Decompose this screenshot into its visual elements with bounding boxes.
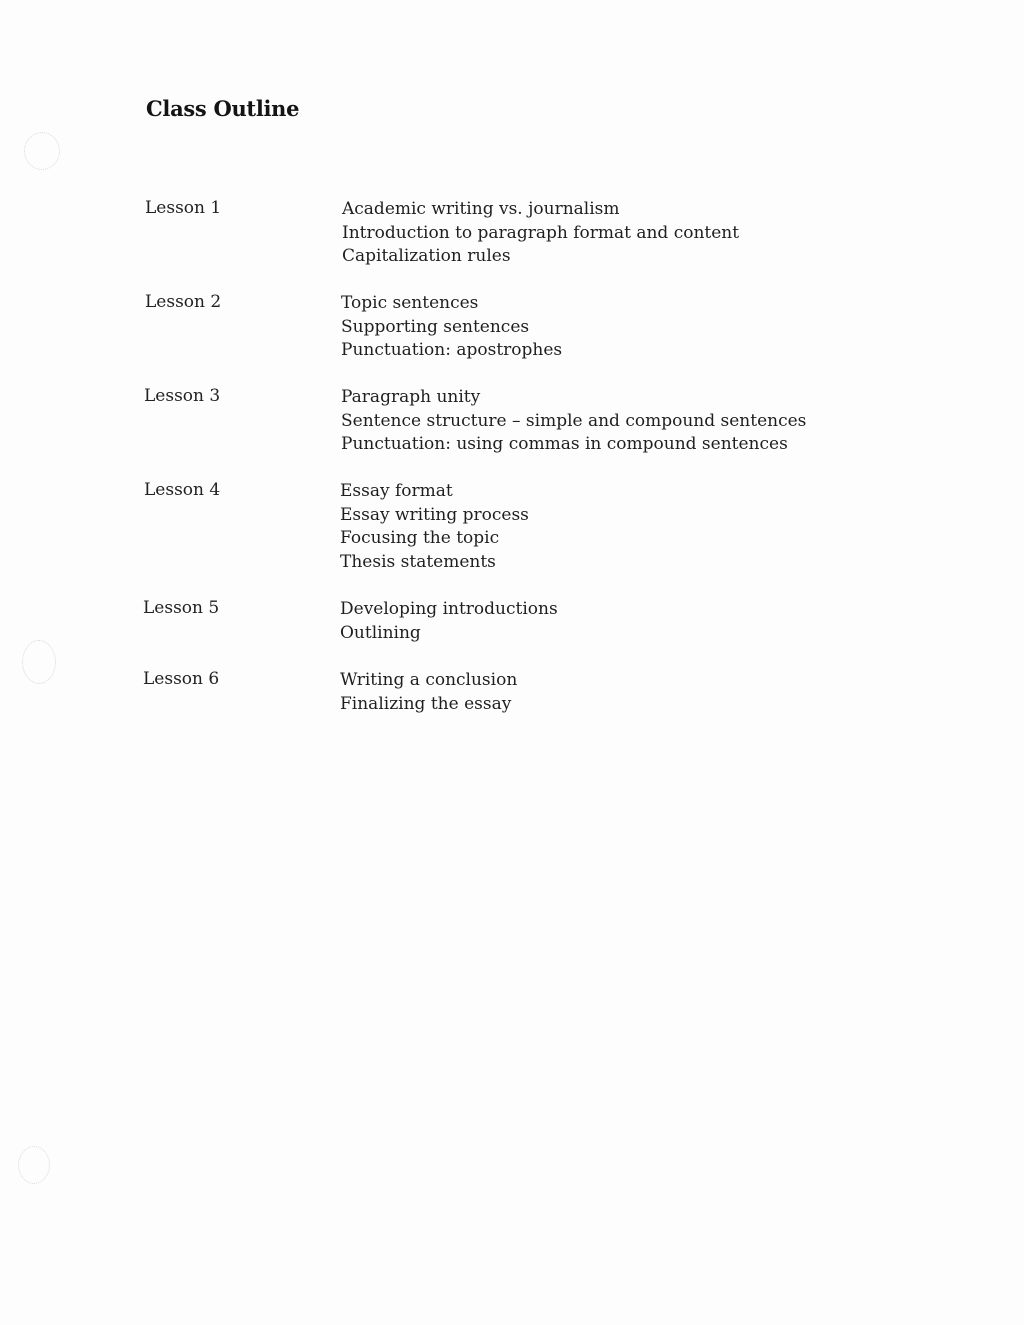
lesson-label: Lesson 2 xyxy=(145,292,222,312)
topic-item: Introduction to paragraph format and content xyxy=(342,222,740,243)
hole-punch-mark-bottom xyxy=(18,1146,50,1184)
topic-item: Focusing the topic xyxy=(340,528,500,548)
topic-list xyxy=(341,292,562,363)
lesson-label: Lesson 3 xyxy=(144,386,221,406)
topic-item: Academic writing vs. journalism xyxy=(342,199,620,219)
lesson-label: Lesson 1 xyxy=(145,198,222,218)
lesson-label: Lesson 5 xyxy=(143,598,220,618)
topic-item: Topic sentences xyxy=(341,293,479,313)
topic-list xyxy=(341,386,806,457)
topic-item: Punctuation: apostrophes xyxy=(341,340,563,360)
topic-item: Sentence structure – simple and compound sentences xyxy=(341,410,807,431)
topic-item: Essay writing process xyxy=(340,504,529,525)
topic-item: Finalizing the essay xyxy=(340,693,512,714)
topic-item: Thesis statements xyxy=(340,551,496,572)
topic-list xyxy=(340,480,529,574)
topic-item: Supporting sentences xyxy=(341,316,530,337)
topic-list xyxy=(340,598,558,645)
topic-item: Writing a conclusion xyxy=(340,670,518,690)
topic-item: Capitalization rules xyxy=(342,246,511,266)
topic-item: Paragraph unity xyxy=(341,387,481,407)
topic-item: Punctuation: using commas in compound sentences xyxy=(341,434,788,454)
hole-punch-mark-middle xyxy=(22,640,56,684)
topic-item: Essay format xyxy=(340,481,453,501)
topic-item: Developing introductions xyxy=(340,599,558,619)
topic-list xyxy=(340,669,517,716)
lesson-label: Lesson 6 xyxy=(143,669,220,689)
topic-list xyxy=(342,198,739,269)
lesson-label: Lesson 4 xyxy=(144,480,221,500)
hole-punch-mark-top xyxy=(24,132,60,170)
topic-item: Outlining xyxy=(340,622,421,643)
page-title: Class Outline xyxy=(146,96,300,121)
